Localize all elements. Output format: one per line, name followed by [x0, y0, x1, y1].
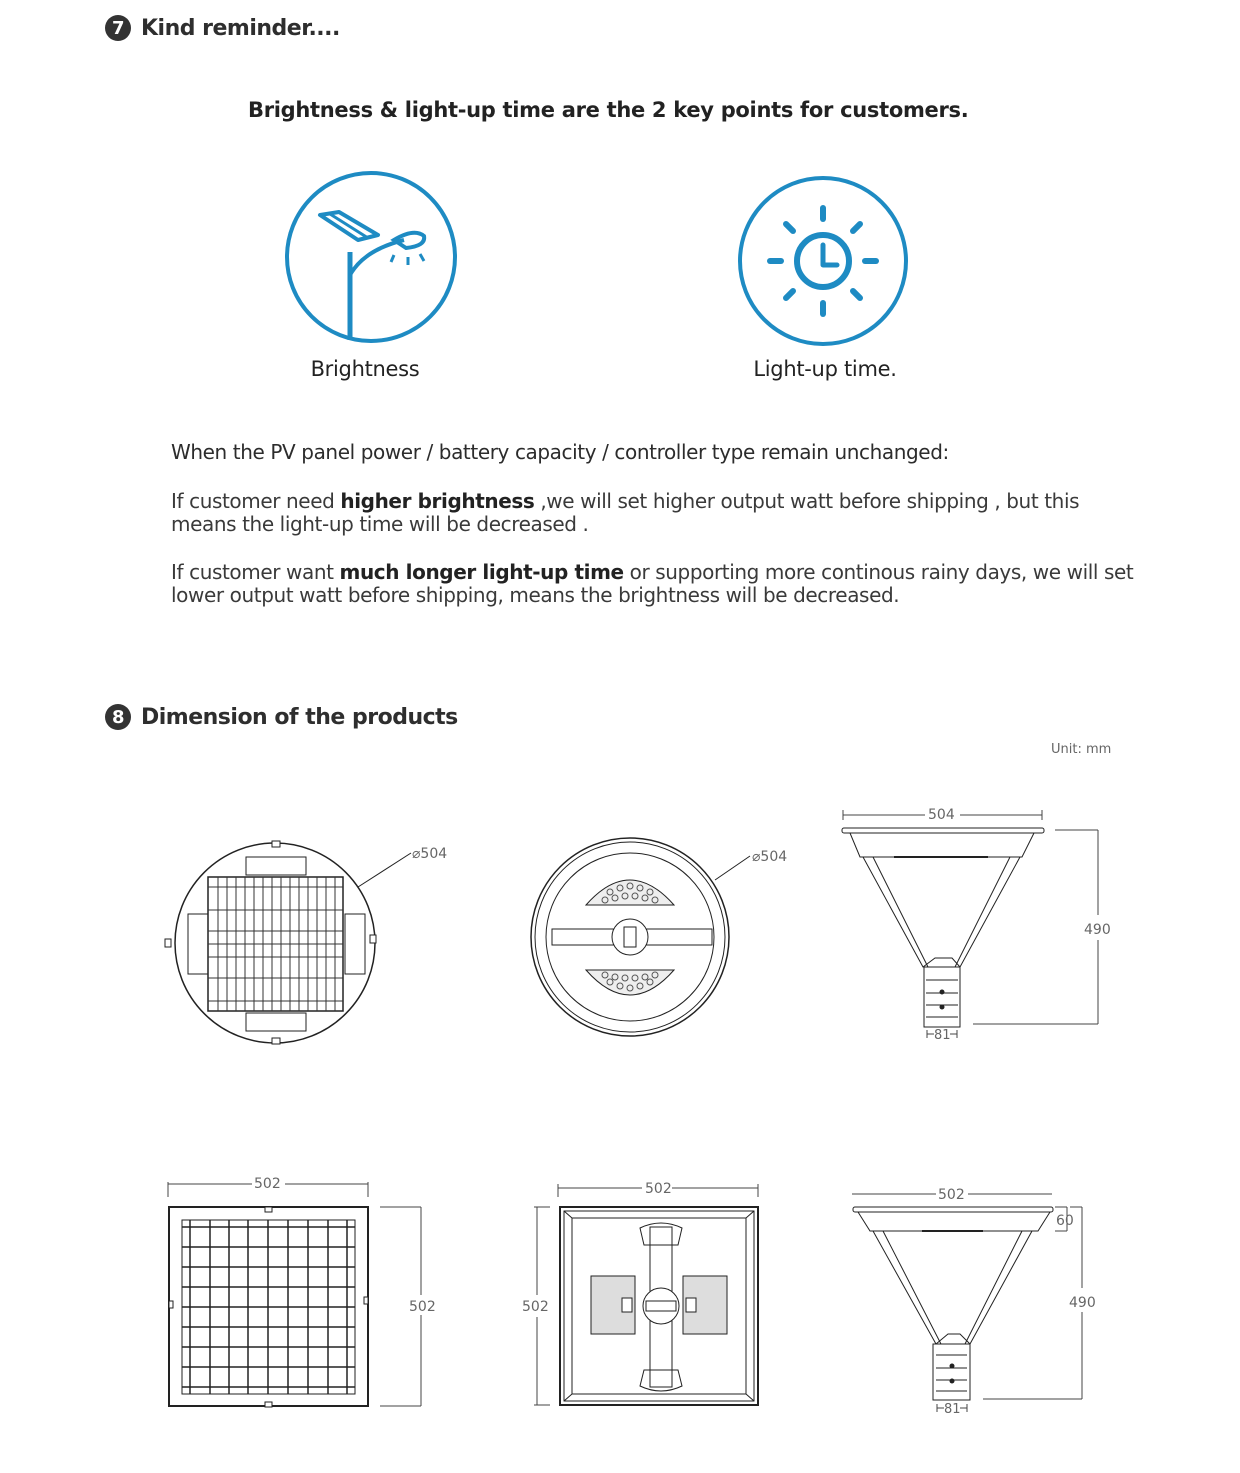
para-emphasis: higher brightness: [340, 489, 535, 513]
base-width-label: 81: [944, 1402, 961, 1417]
para-text: ,we will set higher output watt before shipping , but this means the light-up time will be decreased .: [171, 489, 1080, 536]
width-label: 502: [254, 1176, 281, 1192]
section-number-badge: 7: [105, 15, 131, 41]
base-width-label: 81: [934, 1028, 951, 1043]
brightness-paragraph: [171, 490, 1131, 536]
para-emphasis: much longer light-up time: [339, 560, 624, 584]
lip-height-label: 60: [1056, 1213, 1074, 1229]
section-title: Kind reminder....: [141, 15, 340, 41]
section-7-heading: [105, 15, 340, 41]
width-label: 502: [645, 1181, 672, 1197]
para-text: or supporting more continous rainy days, we will set lower output watt before shipping, means the brightness will be decreased.: [171, 560, 1134, 607]
brightness-label: Brightness: [310, 357, 420, 381]
sun-clock-icon: [737, 175, 911, 349]
section-8-heading: [105, 704, 458, 730]
condition-lead-text: When the PV panel power / battery capacity / controller type remain unchanged:: [171, 440, 949, 464]
key-points-subtitle: Brightness & light-up time are the 2 key points for customers.: [248, 98, 969, 122]
round-side-view-drawing: [830, 795, 1130, 1055]
round-top-view-drawing: [150, 830, 470, 1060]
light-up-time-paragraph: [171, 561, 1141, 607]
para-text: If customer need: [171, 489, 341, 513]
width-label: 502: [938, 1187, 965, 1203]
square-side-view-drawing: [840, 1180, 1120, 1420]
light-up-time-label: Light-up time.: [753, 357, 897, 381]
para-text: If customer want: [171, 560, 340, 584]
street-light-solar-icon: [284, 170, 458, 344]
diameter-label: ⌀504: [752, 849, 788, 865]
section-title: Dimension of the products: [141, 704, 458, 730]
height-label: 490: [1084, 922, 1111, 938]
square-bottom-view-drawing: [510, 1170, 780, 1420]
height-label: 502: [522, 1299, 549, 1315]
section-number-badge: 8: [105, 704, 131, 730]
diameter-label: ⌀504: [412, 846, 448, 862]
height-label: 502: [409, 1299, 436, 1315]
height-label: 490: [1069, 1295, 1096, 1311]
unit-label: Unit: mm: [1051, 742, 1112, 757]
round-bottom-view-drawing: [520, 830, 810, 1050]
square-top-view-drawing: [150, 1170, 450, 1420]
width-label: 504: [928, 807, 955, 823]
